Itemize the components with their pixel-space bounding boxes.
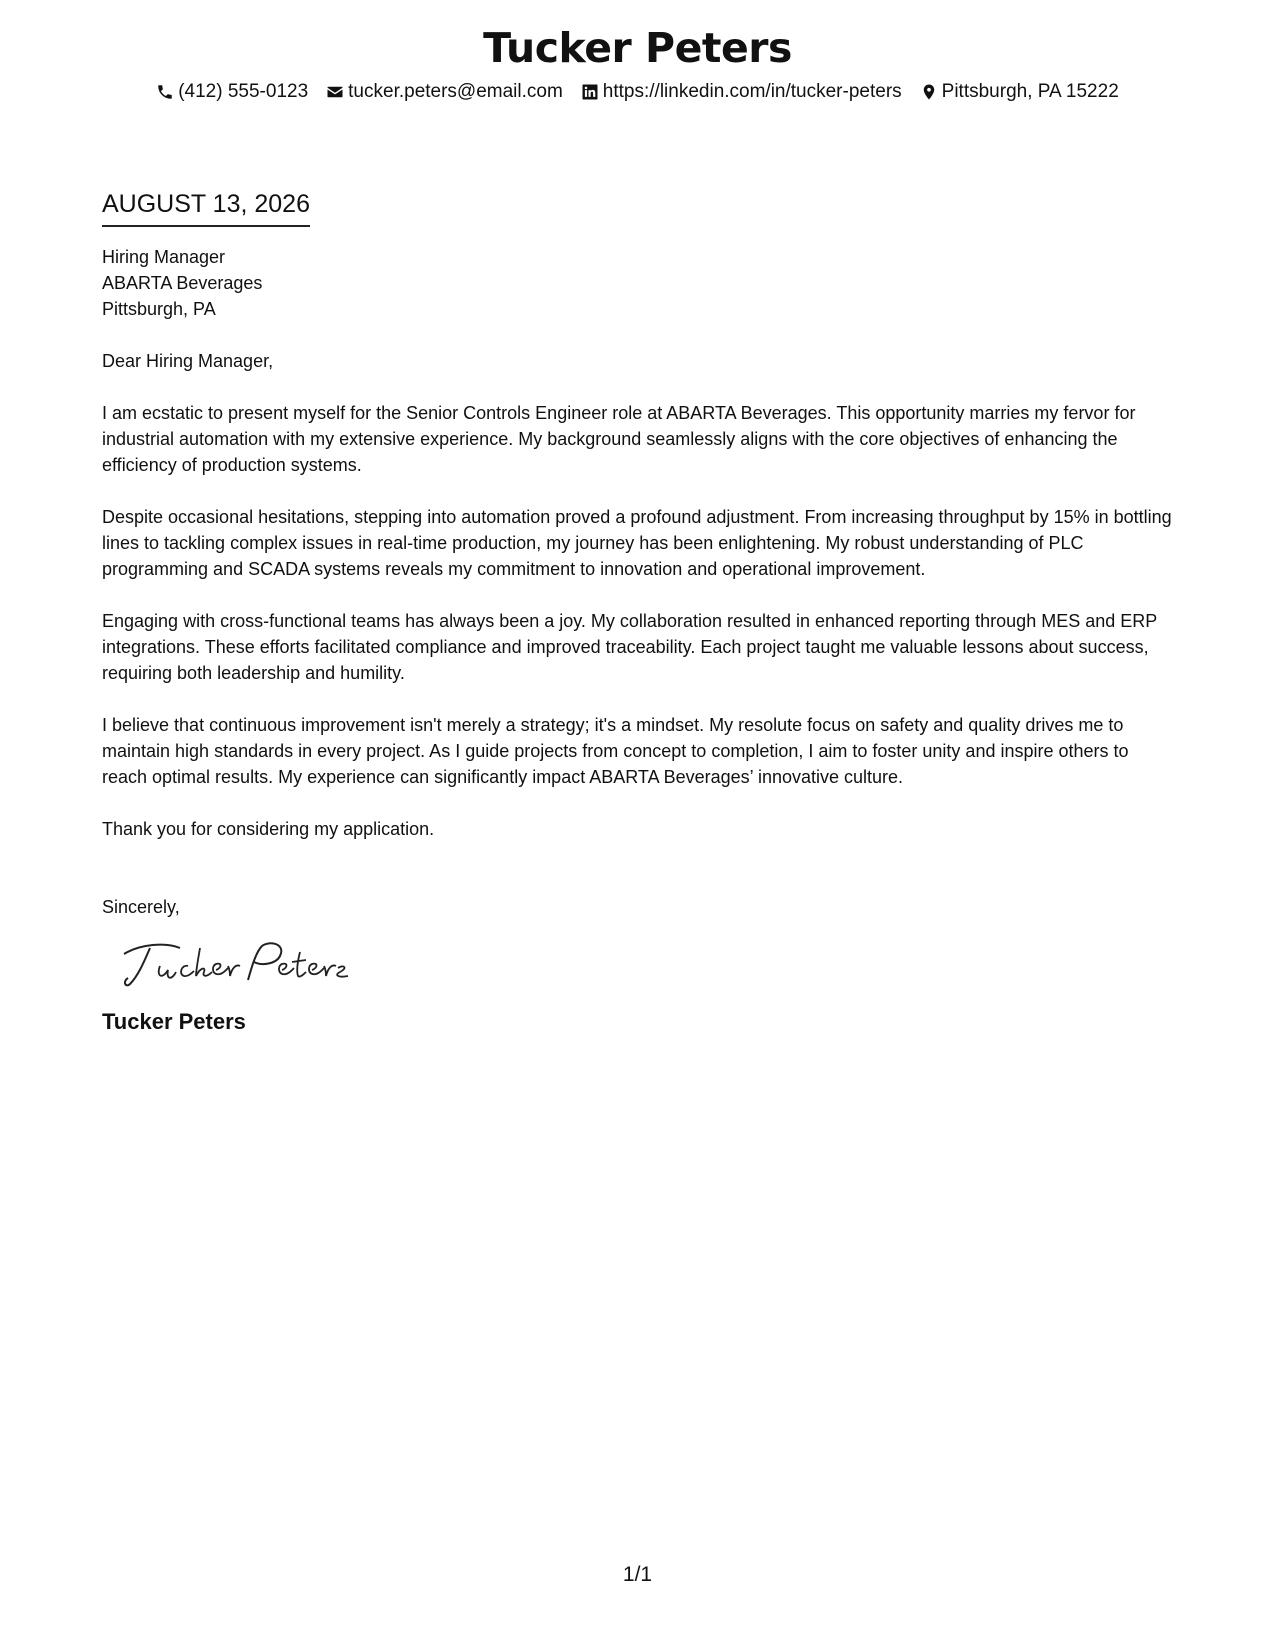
handwritten-signature bbox=[120, 936, 350, 996]
contact-phone bbox=[156, 80, 308, 104]
letter-date: AUGUST 13, 2026 bbox=[102, 188, 310, 227]
applicant-name: Tucker Peters bbox=[483, 24, 792, 72]
contact-bar bbox=[0, 80, 1275, 104]
email-link[interactable]: tucker.peters@email.com bbox=[348, 81, 563, 102]
linkedin-link[interactable]: https://linkedin.com/in/tucker-peters bbox=[602, 81, 902, 102]
paragraph-2: Despite occasional hesitations, stepping into automation proved a profound adjustment. From increasing throughput by 15% in bottling lines to tackling complex issues in real-time production, my journey has been enlightening. My robust understanding of PLC programming and SCADA systems reveals my commitment to innovation and operational improvement. bbox=[102, 507, 1172, 579]
signer-name: Tucker Peters bbox=[102, 1009, 246, 1034]
paragraph-3: Engaging with cross-functional teams has always been a joy. My collaboration resulted in enhanced reporting through MES and ERP integrations. These efforts facilitated compliance and improved traceability. Each project taught me valuable lessons about success, requiring both leadership and humility. bbox=[102, 611, 1157, 683]
linkedin-icon bbox=[581, 83, 599, 101]
contact-email[interactable] bbox=[326, 80, 563, 104]
paragraph-thanks: Thank you for considering my application. bbox=[102, 819, 435, 839]
paragraph-4: I believe that continuous improvement isn't merely a strategy; it's a mindset. My resolute focus on safety and quality drives me to maintain high standards in every project. As I guide projects from concept to completion, I aim to foster unity and inspire others to reach optimal results. My experience can significantly impact ABARTA Beverages’ innovative culture. bbox=[102, 715, 1129, 787]
envelope-icon bbox=[326, 83, 344, 101]
phone-text: (412) 555-0123 bbox=[178, 81, 309, 102]
salutation: Dear Hiring Manager, bbox=[102, 351, 274, 371]
letter-header bbox=[0, 22, 1275, 104]
letter-body bbox=[102, 188, 1172, 1036]
page-number: 1/1 bbox=[622, 1563, 653, 1586]
paragraph-1: I am ecstatic to present myself for the Senior Controls Engineer role at ABARTA Beverages. This opportunity marries my fervor for industrial automation with my extensive experience. My background seamlessly aligns with the core objectives of enhancing the efficiency of production systems. bbox=[102, 403, 1136, 475]
contact-location bbox=[920, 80, 1119, 104]
location-text: Pittsburgh, PA 15222 bbox=[941, 81, 1119, 102]
contact-linkedin[interactable] bbox=[581, 80, 902, 104]
phone-icon bbox=[156, 83, 174, 101]
map-pin-icon bbox=[920, 83, 938, 101]
closing: Sincerely, bbox=[102, 897, 180, 917]
recipient-block bbox=[102, 244, 1172, 322]
recipient-title: Hiring Manager bbox=[102, 247, 226, 267]
recipient-location: Pittsburgh, PA bbox=[102, 299, 216, 319]
recipient-company: ABARTA Beverages bbox=[102, 273, 263, 293]
